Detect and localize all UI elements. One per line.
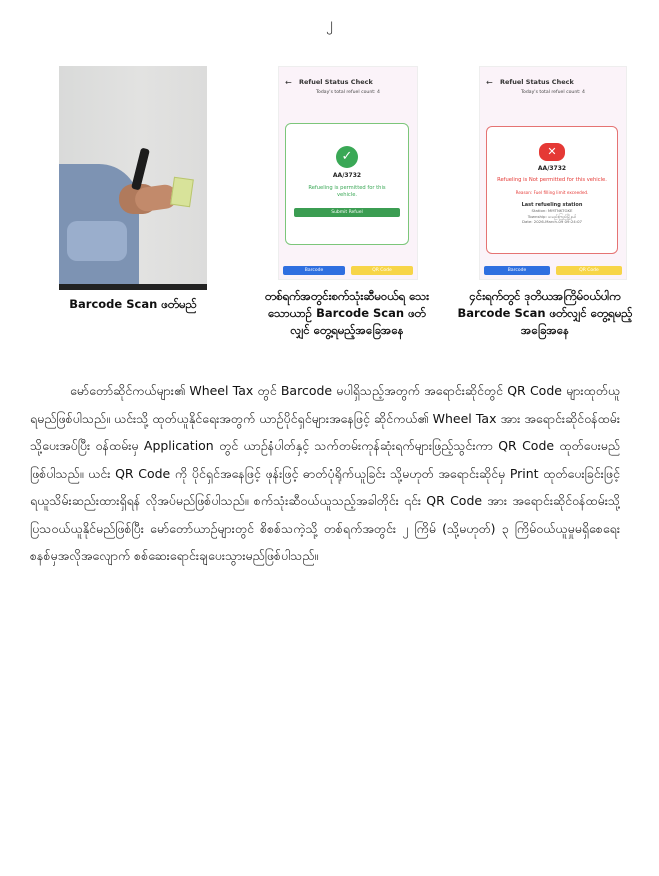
caption-photo: Barcode Scan ဖတ်မည် <box>69 297 197 311</box>
township-detail: Township: ယမည်းကြည်မြို့နယ် <box>527 213 577 219</box>
vehicle-plate: AA/3732 <box>332 172 362 179</box>
back-arrow-icon[interactable]: ← <box>486 77 493 87</box>
barcode-card <box>170 177 194 208</box>
barcode-button[interactable]: Barcode <box>283 266 345 275</box>
barcode-button[interactable]: Barcode <box>484 266 550 275</box>
date-detail: Date: 2026-March-09 09:24:07 <box>521 219 583 225</box>
status-card-denied <box>486 126 618 254</box>
submit-refuel-button[interactable]: Submit Refuel <box>294 208 400 217</box>
qr-code-button[interactable]: QR Code <box>556 266 622 275</box>
caption-permitted: တစ်ရက်အတွင်းစက်သုံးဆီမဝယ်ရ သေးသောယာဉ် Barcode Scan ဖတ်လျှင် တွေ့ရမည့်အခြေအနေ <box>264 289 430 337</box>
screenshot-not-permitted <box>479 66 627 280</box>
cross-icon: ✕ <box>539 143 565 161</box>
barcode-scan-photo <box>59 66 207 290</box>
screenshot-permitted <box>278 66 418 280</box>
vehicle-plate: AA/3732 <box>537 165 567 172</box>
refuel-count: Today's total refuel count: 4 <box>521 90 585 95</box>
status-message: Refueling is permitted for this vehicle. <box>308 185 386 199</box>
denial-reason: Reason: Fuel filling limit exceeded. <box>515 190 589 196</box>
station-detail: Station: MMTNKTGKE <box>531 208 573 214</box>
screen-title: Refuel Status Check <box>500 78 574 86</box>
status-message: Refueling is Not permitted for this vehicle. <box>497 177 607 183</box>
back-arrow-icon[interactable]: ← <box>285 77 292 87</box>
status-card-permitted <box>285 123 409 245</box>
page-number: ၂ <box>326 16 333 32</box>
check-icon: ✓ <box>336 146 358 168</box>
screen-title: Refuel Status Check <box>299 78 373 86</box>
refuel-count: Today's total refuel count: 4 <box>316 90 380 95</box>
caption-not-permitted: ၄င်းရက်တွင် ဒုတိယအကြိမ်ဝယ်ပါက Barcode Scan ဖတ်လျှင် တွေ့ရမည့် အခြေအနေ <box>457 289 633 337</box>
last-station-heading: Last refueling station <box>521 202 583 209</box>
body-paragraph: မော်တော်ဆိုင်ကယ်များ၏ Wheel Tax တွင် Barcode မပါရှိသည့်အတွက် အရောင်းဆိုင်တွင် QR Code များထုတ်ယူရမည်ဖြစ်ပါသည်။ ယင်းသို့ ထုတ်ယူနိုင်ရေးအတွက် ယာဉ်ပိုင်ရှင်များအနေဖြင့် ဆိုင်ကယ်၏ Wheel Tax အား အရောင်းဆိုင်ဝန်ထမ်းသို့ပေးအပ်ပြီး ဝန်ထမ်းမှ Application တွင် ယာဉ်နံပါတ်နှင့် သက်တမ်းကုန်ဆုံးရက်များဖြည့်သွင်းကာ QR Code ထုတ်ပေးမည်ဖြစ်ပါသည်။ ယင်း QR Code ကို ပိုင်ရှင်အနေဖြင့် ဖုန်းဖြင့် ဓာတ်ပုံရိုက်ယူခြင်း သို့မဟုတ် အရောင်းဆိုင်မှ Print ထုတ်ပေးခြင်းဖြင့် ရယူသိမ်းဆည်းထားရှိရန် လိုအပ်မည်ဖြစ်ပါသည်။ စက်သုံးဆီဝယ်ယူသည့်အခါတိုင်း ၎င်း QR Code အား အရောင်းဆိုင်ဝန်ထမ်းသို့ပြသဝယ်ယူနိုင်မည်ဖြစ်ပြီး မော်တော်ယာဉ်များတွင် စိစစ်သကဲ့သို့ တစ်ရက်အတွင်း ၂ ကြိမ် (သို့မဟုတ်) ၃ ကြိမ်ဝယ်ယူမှုမရှိစေရေး စနစ်မှအလိုအလျောက် စစ်ဆေးရောင်းချပေးသွားမည်ဖြစ်ပါသည်။ <box>30 383 620 563</box>
qr-code-button[interactable]: QR Code <box>351 266 413 275</box>
